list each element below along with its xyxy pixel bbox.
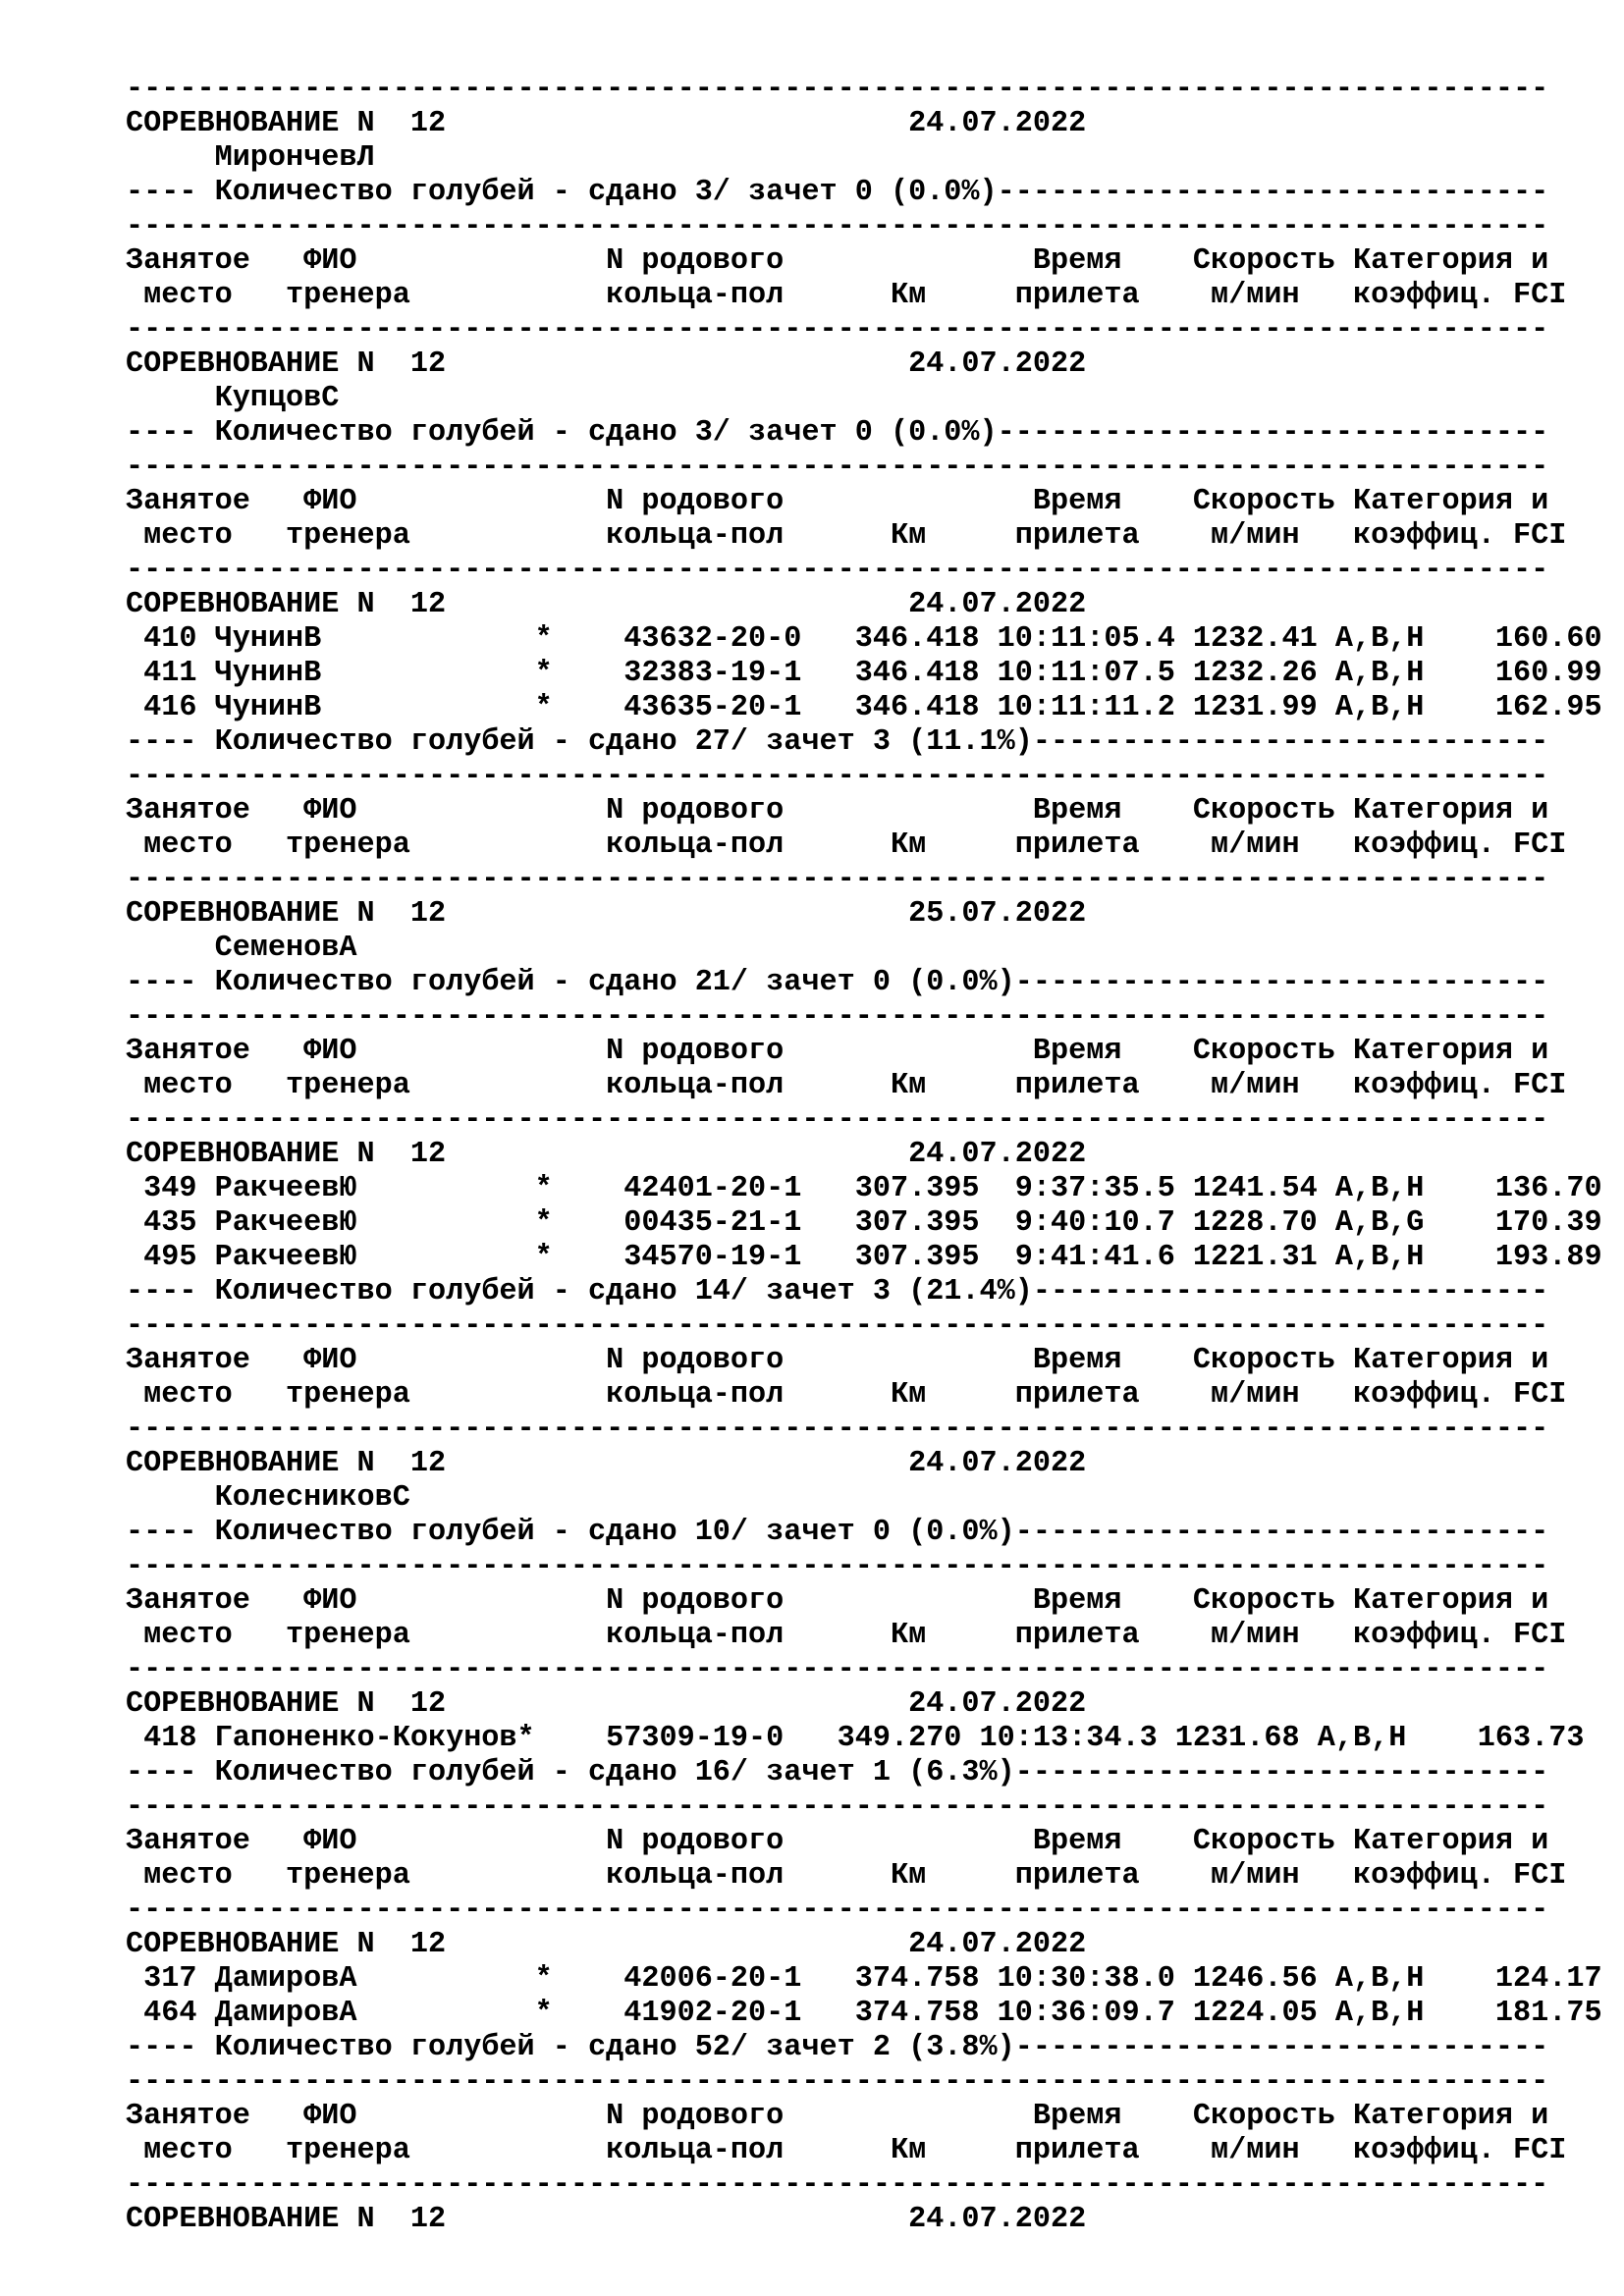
separator-line: --------------------------------------------------------------------------------: [126, 210, 1549, 243]
separator-line: --------------------------------------------------------------------------------: [126, 2168, 1549, 2202]
column-header-row-2: место тренера кольца-пол Км прилета м/мин коэффиц. FCI: [126, 1378, 1567, 1412]
column-header-row-2: место тренера кольца-пол Км прилета м/мин коэффиц. FCI: [126, 1619, 1567, 1652]
pigeon-count-summary: ---- Количество голубей - сдано 27/ зачет 3 (11.1%)-----------------------------: [126, 725, 1549, 759]
fancier-name: СеменовА: [126, 932, 357, 965]
pigeon-count-summary: ---- Количество голубей - сдано 10/ зачет 0 (0.0%)------------------------------: [126, 1516, 1549, 1549]
competition-results-printout: [126, 73, 1602, 2237]
column-header-row-1: Занятое ФИО N родового Время Скорость Категория и: [126, 1344, 1549, 1377]
column-header-row-2: место тренера кольца-пол Км прилета м/мин коэффиц. FCI: [126, 828, 1567, 862]
separator-line: --------------------------------------------------------------------------------: [126, 1413, 1549, 1446]
separator-line: --------------------------------------------------------------------------------: [126, 554, 1549, 587]
result-row: 317 ДамировА * 42006-20-1 374.758 10:30:38.0 1246.56 A,B,H 124.17: [126, 1962, 1602, 1996]
result-row: 418 Гапоненко-Кокунов* 57309-19-0 349.270 10:13:34.3 1231.68 A,B,H 163.73: [126, 1722, 1585, 1755]
separator-line: --------------------------------------------------------------------------------: [126, 1550, 1549, 1583]
competition-header: СОРЕВНОВАНИЕ N 12 24.07.2022: [126, 588, 1087, 621]
separator-line: --------------------------------------------------------------------------------: [126, 1309, 1549, 1343]
fancier-name: МирончевЛ: [126, 141, 375, 175]
competition-header: СОРЕВНОВАНИЕ N 12 24.07.2022: [126, 1138, 1087, 1171]
separator-line: --------------------------------------------------------------------------------: [126, 1653, 1549, 1686]
competition-header: СОРЕВНОВАНИЕ N 12 24.07.2022: [126, 1928, 1087, 1961]
pigeon-count-summary: ---- Количество голубей - сдано 3/ зачет 0 (0.0%)-------------------------------: [126, 416, 1549, 450]
column-header-row-1: Занятое ФИО N родового Время Скорость Категория и: [126, 2100, 1549, 2133]
separator-line: --------------------------------------------------------------------------------: [126, 451, 1549, 484]
result-row: 411 ЧунинВ * 32383-19-1 346.418 10:11:07.5 1232.26 A,B,H 160.99: [126, 657, 1602, 690]
result-row: 416 ЧунинВ * 43635-20-1 346.418 10:11:11.2 1231.99 A,B,H 162.95: [126, 691, 1602, 724]
competition-header: СОРЕВНОВАНИЕ N 12 24.07.2022: [126, 347, 1087, 381]
pigeon-count-summary: ---- Количество голубей - сдано 21/ зачет 0 (0.0%)------------------------------: [126, 966, 1549, 999]
result-row: 464 ДамировА * 41902-20-1 374.758 10:36:09.7 1224.05 A,B,H 181.75: [126, 1997, 1602, 2030]
pigeon-count-summary: ---- Количество голубей - сдано 3/ зачет 0 (0.0%)-------------------------------: [126, 176, 1549, 209]
fancier-name: КолесниковС: [126, 1481, 410, 1515]
column-header-row-1: Занятое ФИО N родового Время Скорость Категория и: [126, 1035, 1549, 1068]
result-row: 349 РакчеевЮ * 42401-20-1 307.395 9:37:35.5 1241.54 A,B,H 136.70: [126, 1172, 1602, 1205]
competition-header: СОРЕВНОВАНИЕ N 12 24.07.2022: [126, 2203, 1087, 2236]
column-header-row-1: Занятое ФИО N родового Время Скорость Категория и: [126, 1825, 1549, 1858]
competition-header: СОРЕВНОВАНИЕ N 12 25.07.2022: [126, 897, 1087, 931]
pigeon-count-summary: ---- Количество голубей - сдано 16/ зачет 1 (6.3%)------------------------------: [126, 1756, 1549, 1789]
competition-header: СОРЕВНОВАНИЕ N 12 24.07.2022: [126, 107, 1087, 140]
pigeon-count-summary: ---- Количество голубей - сдано 14/ зачет 3 (21.4%)-----------------------------: [126, 1275, 1549, 1308]
separator-line: --------------------------------------------------------------------------------: [126, 760, 1549, 793]
column-header-row-1: Занятое ФИО N родового Время Скорость Категория и: [126, 794, 1549, 828]
separator-line: --------------------------------------------------------------------------------: [126, 1894, 1549, 1927]
result-row: 435 РакчеевЮ * 00435-21-1 307.395 9:40:10.7 1228.70 A,B,G 170.39: [126, 1206, 1602, 1240]
column-header-row-1: Занятое ФИО N родового Время Скорость Категория и: [126, 1584, 1549, 1618]
column-header-row-2: место тренера кольца-пол Км прилета м/мин коэффиц. FCI: [126, 519, 1567, 553]
column-header-row-2: место тренера кольца-пол Км прилета м/мин коэффиц. FCI: [126, 279, 1567, 312]
column-header-row-2: место тренера кольца-пол Км прилета м/мин коэффиц. FCI: [126, 2134, 1567, 2167]
separator-line: --------------------------------------------------------------------------------: [126, 1790, 1549, 1824]
competition-header: СОРЕВНОВАНИЕ N 12 24.07.2022: [126, 1687, 1087, 1721]
competition-header: СОРЕВНОВАНИЕ N 12 24.07.2022: [126, 1447, 1087, 1480]
column-header-row-2: место тренера кольца-пол Км прилета м/мин коэффиц. FCI: [126, 1069, 1567, 1102]
column-header-row-2: место тренера кольца-пол Км прилета м/мин коэффиц. FCI: [126, 1859, 1567, 1893]
separator-line: --------------------------------------------------------------------------------: [126, 1000, 1549, 1034]
separator-line: --------------------------------------------------------------------------------: [126, 863, 1549, 896]
pigeon-count-summary: ---- Количество голубей - сдано 52/ зачет 2 (3.8%)------------------------------: [126, 2031, 1549, 2064]
column-header-row-1: Занятое ФИО N родового Время Скорость Категория и: [126, 485, 1549, 518]
result-row: 410 ЧунинВ * 43632-20-0 346.418 10:11:05.4 1232.41 A,B,H 160.60: [126, 622, 1602, 656]
fancier-name: КупцовС: [126, 382, 340, 415]
separator-line: --------------------------------------------------------------------------------: [126, 313, 1549, 347]
result-row: 495 РакчеевЮ * 34570-19-1 307.395 9:41:41.6 1221.31 A,B,H 193.89: [126, 1241, 1602, 1274]
column-header-row-1: Занятое ФИО N родового Время Скорость Категория и: [126, 244, 1549, 278]
separator-line: --------------------------------------------------------------------------------: [126, 1103, 1549, 1137]
separator-line: --------------------------------------------------------------------------------: [126, 73, 1549, 106]
separator-line: --------------------------------------------------------------------------------: [126, 2065, 1549, 2099]
